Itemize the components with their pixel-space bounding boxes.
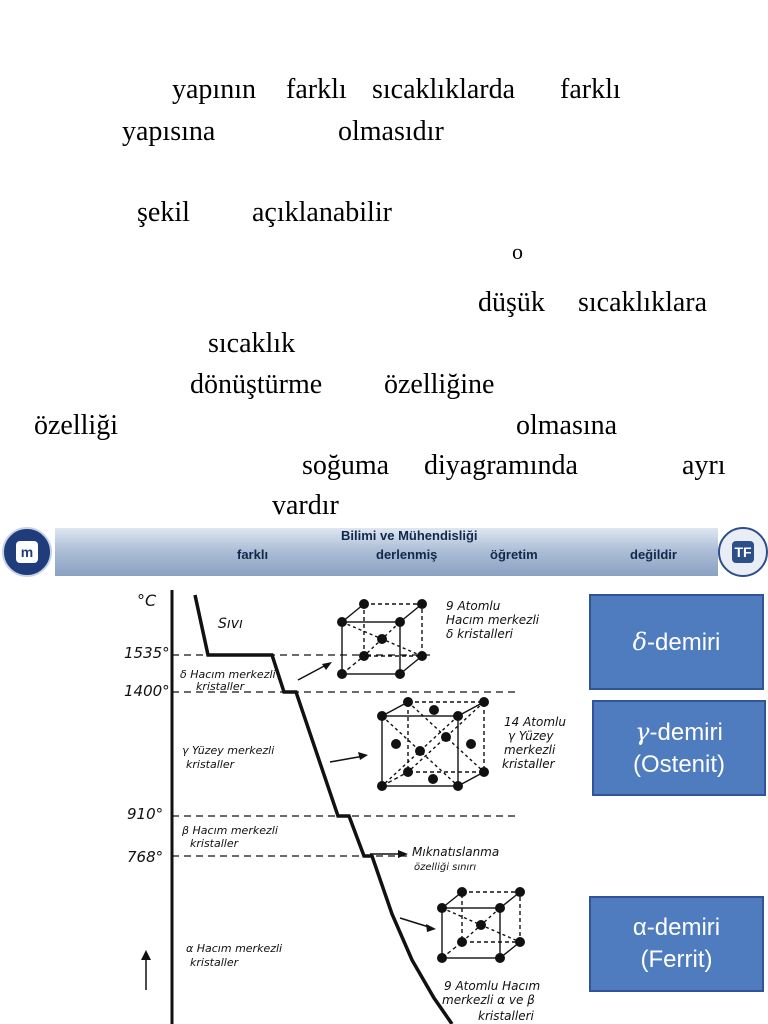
arrowhead-icon <box>322 662 332 670</box>
pointer-arrow <box>330 756 364 762</box>
magnet-label: Mıknatıslanma <box>412 845 500 859</box>
gamma-symbol: γ <box>635 717 650 746</box>
axis-unit: °C <box>137 591 157 610</box>
text-word: dönüştürme <box>190 369 323 400</box>
text-word: açıklanabilir <box>252 197 392 228</box>
text-word: sıcaklıklarda <box>372 74 516 105</box>
faculty-logo-icon: TF <box>718 527 768 577</box>
text-word: şekil <box>137 197 190 228</box>
lattice-label: 9 Atomlu Hacım <box>444 979 541 993</box>
lattice-label: merkezli α ve β <box>442 993 535 1007</box>
pointer-arrow <box>298 664 328 680</box>
lattice-label: 14 Atomlu <box>504 715 566 729</box>
text-word: yapısına <box>122 116 216 147</box>
box-label: α-demiri <box>632 914 721 941</box>
delta-symbol: δ <box>632 627 648 656</box>
arrowhead-icon <box>398 850 408 858</box>
delta-iron-box <box>589 594 764 690</box>
text-word: özelliği <box>34 410 118 441</box>
banner-word: derlenmiş <box>376 547 438 562</box>
arrowhead-icon <box>358 752 368 760</box>
box-label: -demiri <box>647 628 721 656</box>
text-word: sıcaklıklara <box>578 287 708 318</box>
banner-title: Bilimi ve Mühendisliği <box>341 528 478 543</box>
arrowhead-icon <box>426 924 436 932</box>
gamma-iron-box <box>592 700 766 796</box>
region-label: kristaller <box>186 758 235 771</box>
region-label: α Hacım merkezli <box>186 942 283 955</box>
lattice-atoms <box>377 697 489 791</box>
lattice-label: merkezli <box>504 743 556 757</box>
lattice-label: 9 Atomlu <box>446 599 501 613</box>
region-label: β Hacım merkezli <box>182 824 278 837</box>
text-word: olmasına <box>516 410 618 441</box>
text-word: sıcaklık <box>208 328 296 359</box>
text-word: yapının <box>172 74 256 105</box>
text-word: ayrı <box>682 450 726 481</box>
text-word: diyagramında <box>424 450 578 481</box>
alpha-iron-box <box>589 896 764 992</box>
banner-word: değildir <box>630 547 677 562</box>
box-sublabel: (Ostenit) <box>632 750 725 778</box>
box-sublabel: (Ferrit) <box>640 946 713 973</box>
text-word: özelliğine <box>384 369 495 400</box>
text-word: farklı <box>286 74 347 105</box>
university-logo-icon: m <box>2 527 52 577</box>
lattice-label: Hacım merkezli <box>446 613 540 627</box>
region-label: kristaller <box>190 956 239 969</box>
arrowhead-icon <box>141 950 151 960</box>
text-word: düşük <box>478 287 545 318</box>
banner-word: öğretim <box>490 547 538 562</box>
lattice-label: kristaller <box>502 757 555 771</box>
region-label: γ Yüzey merkezli <box>182 744 275 757</box>
box-label: -demiri <box>649 718 723 746</box>
region-label: kristaller <box>196 680 245 693</box>
region-label: δ Hacım merkezli <box>180 668 276 681</box>
tick-label: 910° <box>127 805 164 823</box>
text-word: soğuma <box>302 450 390 481</box>
region-label: Sıvı <box>218 616 243 632</box>
lattice-label: γ Yüzey <box>508 729 554 743</box>
tick-label: 1535° <box>124 644 170 662</box>
lattice-label: kristalleri <box>478 1009 534 1023</box>
tick-label: 768° <box>127 848 164 866</box>
magnet-label: özelliği sınırı <box>414 862 477 873</box>
text-word: farklı <box>560 74 621 105</box>
banner-word: farklı <box>237 547 269 562</box>
text-word: olmasıdır <box>338 116 444 147</box>
text-word: vardır <box>272 490 339 521</box>
tick-label: 1400° <box>124 682 170 700</box>
lattice-label: δ kristalleri <box>446 627 514 641</box>
text-word: o <box>512 239 523 264</box>
region-label: kristaller <box>190 837 239 850</box>
iron-cooling-diagram <box>0 580 590 1024</box>
